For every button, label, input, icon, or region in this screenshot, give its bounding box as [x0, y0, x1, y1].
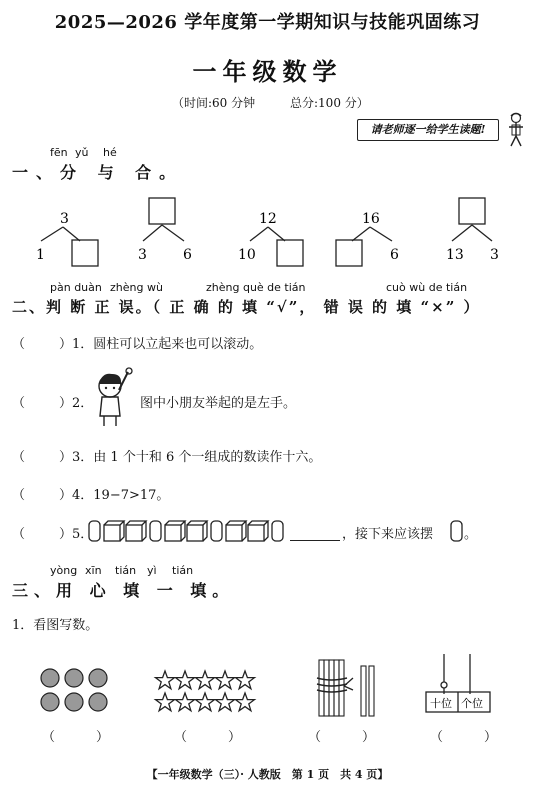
- question-3-1: 1．看图写数。: [12, 618, 99, 633]
- pinyin-fen: fēn: [50, 146, 68, 159]
- subject-title: 一年级数学: [192, 57, 343, 86]
- tree-4-right: 6: [390, 247, 399, 263]
- tree-1: [36, 211, 98, 266]
- tree-5-answer-box: [459, 198, 485, 224]
- answer-paren-4-close: ）: [484, 730, 498, 745]
- answer-paren-3-open: （: [308, 730, 322, 745]
- pinyin-panduan: pàn duàn: [50, 281, 102, 294]
- question-2-5-text: ，接下来应该摆: [342, 527, 434, 542]
- child-raising-hand-icon: [90, 366, 138, 428]
- answer-blank: [290, 540, 340, 541]
- pinyin-tian-2: tián: [172, 564, 194, 577]
- tree-4-answer-box: [336, 240, 362, 266]
- tree-3-left: 10: [238, 247, 256, 263]
- page-title: 2025—2026 学年度第一学期知识与技能巩固练习: [54, 12, 481, 33]
- answer-paren-4-open: （: [430, 730, 444, 745]
- stick-bundle-picture: [313, 656, 383, 718]
- question-2-3: （ ）3．由 1 个十和 6 个一组成的数读作十六。: [12, 450, 322, 465]
- pinyin-zhengquedetian: zhèng què de tián: [206, 281, 306, 294]
- tree-3: [238, 211, 303, 266]
- answer-paren-1-open: （: [42, 730, 56, 745]
- pinyin-he: hé: [103, 146, 117, 159]
- answer-paren-2-open: （: [174, 730, 188, 745]
- tree-2: [138, 198, 192, 263]
- cube-icon: [248, 521, 268, 541]
- tree-2-left: 3: [138, 247, 147, 263]
- pinyin-yong: yòng: [50, 564, 78, 577]
- question-2-2-text: 图中小朋友举起的是左手。: [140, 396, 297, 411]
- pinyin-zhengwu: zhèng wù: [110, 281, 163, 294]
- question-2-1: （ ）1．圆柱可以立起来也可以滚动。: [12, 337, 263, 352]
- answer-paren-2-close: ）: [228, 730, 242, 745]
- exam-score: 总分:100 分）: [290, 96, 369, 110]
- shape-sequence: [88, 518, 288, 544]
- tree-3-top: 12: [259, 211, 277, 227]
- tree-3-answer-box: [277, 240, 303, 266]
- section1-title: 一、分 与 合。: [12, 163, 184, 182]
- tree-4-top: 16: [362, 211, 380, 227]
- tree-5-left: 13: [446, 247, 464, 263]
- cube-icon: [126, 521, 146, 541]
- tree-5-right: 3: [490, 247, 499, 263]
- cylinder-icon: [89, 521, 100, 541]
- abacus-label-tens: 十位: [430, 697, 452, 710]
- answer-paren-3-close: ）: [362, 730, 376, 745]
- cube-icon: [187, 521, 207, 541]
- decomposition-trees: [0, 195, 535, 275]
- tree-5: [446, 198, 499, 263]
- question-2-5-end: 。: [464, 527, 478, 542]
- question-2-2: （ ）2．: [12, 396, 94, 411]
- question-2-5: （ ）5．: [12, 527, 94, 542]
- six-circles-picture: [36, 666, 116, 716]
- abacus-label-ones: 个位: [461, 697, 483, 710]
- tree-4: [336, 211, 399, 266]
- pinyin-cuowudetian: cuò wù de tián: [386, 281, 468, 294]
- cylinder-icon: [450, 519, 464, 543]
- tree-1-top: 3: [60, 211, 69, 227]
- cylinder-icon: [211, 521, 222, 541]
- tree-2-right: 6: [183, 247, 192, 263]
- cube-icon: [104, 521, 124, 541]
- section2-title: 二、判 断 正 误。（ 正 确 的 填 “√”， 错 误 的 填 “×” ）: [12, 298, 481, 316]
- cylinder-icon: [150, 521, 161, 541]
- pinyin-yu: yǔ: [75, 146, 89, 159]
- teacher-figure-icon: [505, 112, 527, 148]
- tree-2-answer-box: [149, 198, 175, 224]
- cube-icon: [165, 521, 185, 541]
- tree-1-left: 1: [36, 247, 45, 263]
- ten-stars-picture: [153, 668, 263, 714]
- teacher-note: 请老师逐一给学生读题!: [357, 119, 499, 141]
- section3-title: 三、用 心 填 一 填。: [12, 581, 235, 600]
- exam-time: （时间:60 分钟: [172, 96, 256, 110]
- page-footer: 【一年级数学（三）· 人教版 第 1 页 共 4 页】: [146, 768, 389, 781]
- answer-paren-1-close: ）: [96, 730, 110, 745]
- pinyin-yi: yì: [147, 564, 157, 577]
- pinyin-xin: xīn: [85, 564, 102, 577]
- cube-icon: [226, 521, 246, 541]
- pinyin-tian: tián: [115, 564, 137, 577]
- cylinder-icon: [272, 521, 283, 541]
- abacus-picture: [424, 652, 496, 716]
- tree-1-answer-box: [72, 240, 98, 266]
- question-2-4: （ ）4．19−7>17。: [12, 488, 170, 503]
